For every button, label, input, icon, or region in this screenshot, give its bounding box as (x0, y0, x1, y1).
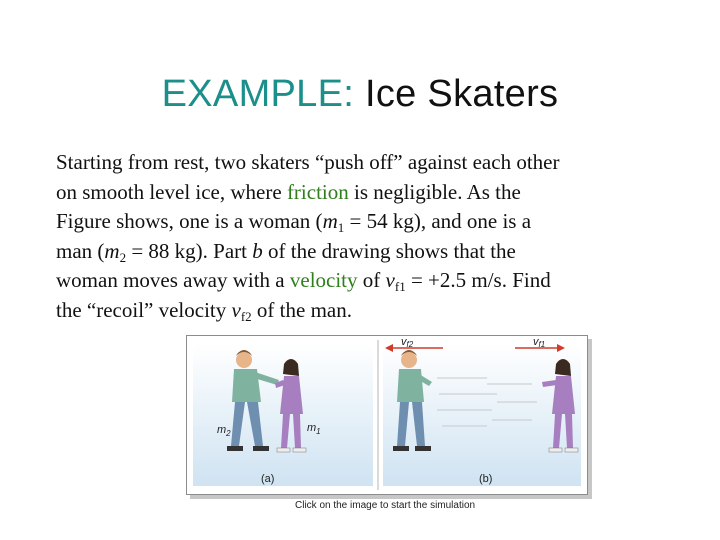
skaters-illustration (187, 336, 587, 494)
text-line-5 (56, 266, 666, 296)
text-span: man ( (56, 238, 105, 263)
text-span: = +2.5 m/s. Find (405, 268, 551, 292)
simulation-figure[interactable] (186, 335, 588, 495)
text-line-3 (56, 207, 666, 237)
simulation-caption[interactable]: Click on the image to start the simulation (295, 500, 476, 511)
text-span: of the man. (251, 297, 352, 322)
title-prefix: EXAMPLE: (161, 73, 355, 115)
velocity-link[interactable]: velocity (289, 268, 358, 292)
subscript: f2 (240, 308, 252, 324)
text-span: of the drawing shows that the (262, 238, 516, 263)
text-line-4 (56, 237, 666, 267)
text-span: = 88 kg). Part (126, 238, 253, 263)
symbol-m: m (104, 238, 120, 263)
slide-title (0, 68, 720, 120)
subscript: 1 (337, 220, 345, 235)
symbol-v: v (385, 268, 395, 292)
symbol-v: v (231, 297, 241, 322)
text-span: the “recoil” velocity (56, 297, 232, 322)
label-vf2: vf2 (401, 336, 414, 349)
label-m2: $m_2$ (217, 424, 231, 438)
friction-link[interactable]: friction (286, 179, 349, 204)
part-letter: b (252, 238, 263, 263)
text-span: Starting from rest, two skaters “push off” against each other (56, 150, 560, 174)
label-m1: $m_1$ (307, 422, 321, 436)
text-line-6 (56, 296, 666, 326)
subscript: 2 (119, 249, 127, 265)
text-span: woman moves away with a (56, 268, 290, 292)
text-span: of (357, 268, 386, 292)
label-part-a: (a) (261, 473, 275, 485)
text-span: on smooth level ice, where (56, 179, 287, 204)
title-main: Ice Skaters (364, 73, 559, 115)
problem-text (56, 148, 666, 325)
text-span: is negligible. As the (348, 179, 521, 204)
label-part-b: (b) (479, 473, 493, 485)
text-line-2 (56, 178, 666, 208)
text-span: Figure shows, one is a woman ( (56, 209, 323, 233)
subscript: f1 (394, 279, 406, 294)
text-line-1 (56, 148, 666, 178)
text-span: = 54 kg), and one is a (344, 209, 532, 233)
label-vf1: vf1 (533, 336, 546, 349)
symbol-m: m (322, 209, 338, 233)
